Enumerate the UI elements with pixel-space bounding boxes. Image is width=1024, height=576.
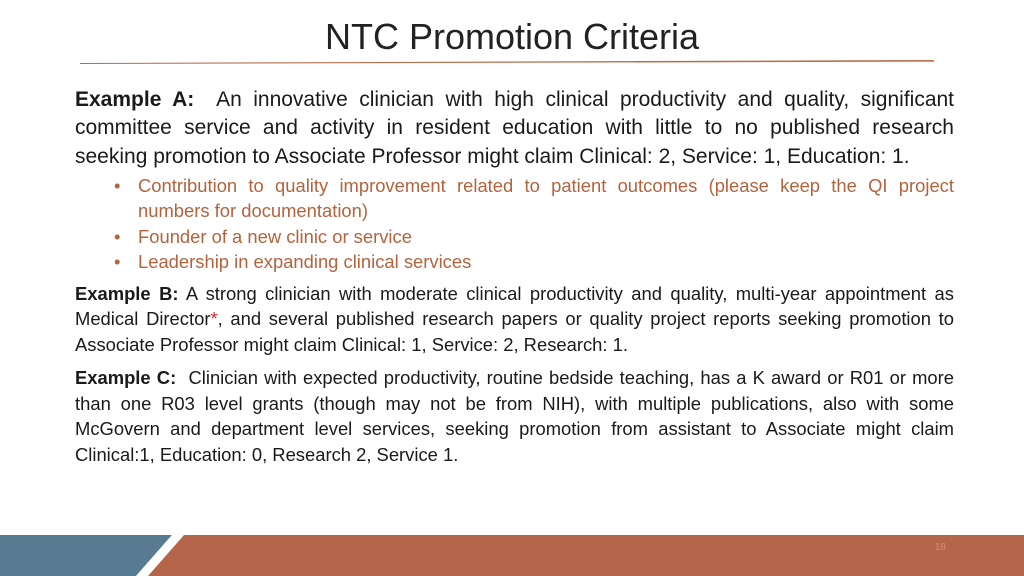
example-b-text-after: , and several published research papers or quality project reports seeking promotion to Associate Professor might claim Clinical: 1, Service: 2, Research: 1.: [75, 308, 954, 355]
example-a-text: An innovative clinician with high clinical productivity and quality, significant committee service and activity in resident education with little to no published research seeking promotion to Associate Professor might claim Clinical: 2, Service: 1, Education: 1.: [75, 88, 955, 168]
slide-body: [75, 86, 954, 467]
footer-band: [0, 535, 1024, 576]
bullet-dot: •: [114, 174, 121, 196]
bullet-item: [75, 249, 954, 275]
example-a-paragraph: [75, 86, 954, 171]
example-c-text: Clinician with expected productivity, routine bedside teaching, has a K award or R01 or more than one R03 level grants (though may not be from NIH), with multiple publications, also with some McGovern and department level services, seeking promotion from assistant to Associate might claim Clinical:1, Education: 0, Research 2, Service 1.: [75, 367, 954, 465]
title-divider: [80, 60, 934, 64]
slide-title: NTC Promotion Criteria: [324, 16, 700, 57]
example-a-bullets: [75, 173, 954, 275]
footnote-asterisk: *: [210, 308, 218, 330]
bullet-text: Founder of a new clinic or service: [138, 225, 412, 247]
example-b-text-before: A strong clinician with moderate clinical productivity and quality, multi-year appointment as Medical Director: [75, 282, 954, 330]
bullet-item: [75, 224, 954, 250]
bullet-dot: •: [114, 251, 121, 273]
example-c-label: Example C:: [75, 367, 177, 389]
footer-orange-segment: [148, 535, 1024, 576]
bullet-text: Contribution to quality improvement related to patient outcomes (please keep the QI project numbers for documentation): [138, 174, 954, 222]
example-a-label: Example A:: [75, 88, 195, 111]
bullet-item: [75, 173, 954, 224]
bullet-dot: •: [114, 225, 121, 247]
example-b-paragraph: [75, 281, 954, 358]
example-b-label: Example B:: [75, 282, 179, 304]
page-number: 18: [934, 542, 946, 553]
bullet-text: Leadership in expanding clinical services: [138, 251, 472, 273]
example-c-paragraph: [75, 365, 954, 467]
